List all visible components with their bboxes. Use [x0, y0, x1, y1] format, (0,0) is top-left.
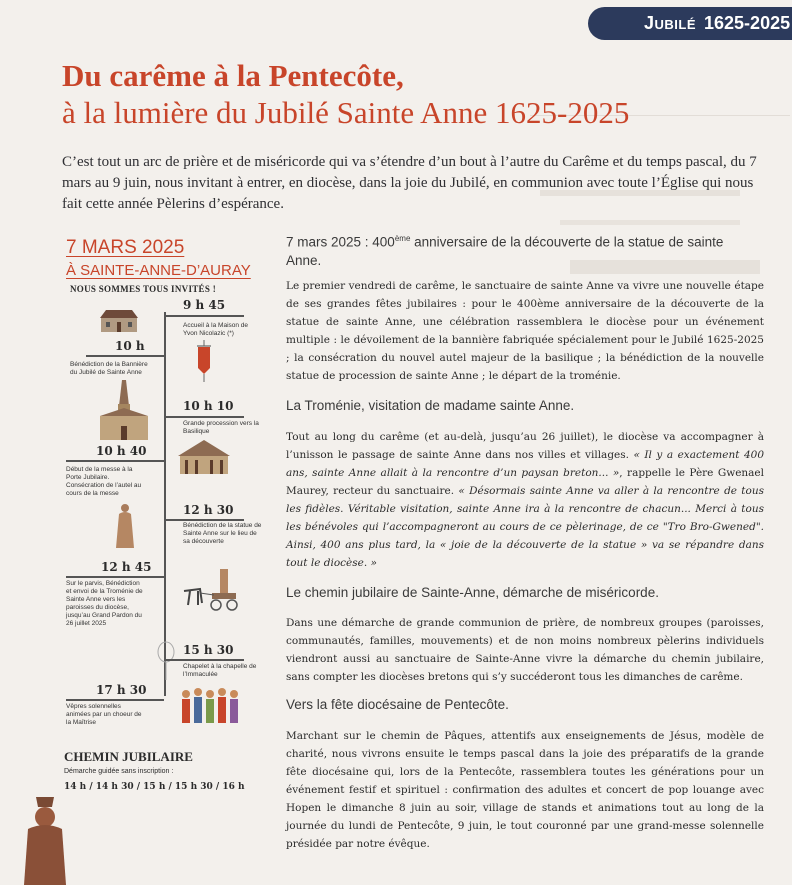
timeline-date: 7 MARS 2025: [66, 237, 185, 258]
chemin-subtitle: Démarche guidée sans inscription :: [64, 768, 174, 775]
house-icon: [98, 308, 140, 332]
page-title: Du carême à la Pentecôte,: [62, 58, 404, 93]
tick-1040: [66, 460, 164, 462]
section-3-heading: Le chemin jubilaire de Sainte-Anne, démarche de miséricorde.: [286, 585, 659, 600]
page-subtitle: à la lumière du Jubilé Sainte Anne 1625-2025: [62, 95, 630, 130]
tick-1730: [66, 699, 164, 701]
section-1-text: Le premier vendredi de carême, le sanctuaire de sainte Anne va vivre une nouvelle étape de ses grandes fêtes jubilaires : pour le 400ème anniversaire de la découverte de la statue de sainte Anne, une célébration rassemblera le diocèse pour un événement multiple : le dévoilement de la bannière fabriquée spécialement pour le Jubilé 1625-2025 ; la consécration du nouvel autel majeur de la basilique ; la bénédiction de la nouvelle statue de procession de sainte Anne ; le départ de la troménie.: [286, 280, 764, 382]
desc-1000: Bénédiction de la Bannière du Jubilé de Sainte Anne: [70, 361, 148, 376]
section-2-text-c: , rappelle le Père Gwenael Maurey, recteur du sanctuaire.: [286, 467, 764, 497]
tick-1245: [66, 576, 164, 578]
desc-1010: Grande procession vers la Basilique: [183, 420, 259, 435]
section-4-text: Marchant sur le chemin de Pâques, attentifs aux enseignements de Jésus, modèle de charité, nous vivrons ensuite le temps pascal dans la joie des préparatifs de la grande fête diocésaine qui, lors de la Pentecôte, rassemblera toutes les générations pour un événement festif et spirituel : confirmation des adultes et concert de pop louange avec Hopen le dimanche 8 juin au soir, village de stands et animations tout au long de la journée du lundi de Pentecôte, 9 juin, le tout couronné par une grand-messe solennelle présidée par notre évêque.: [286, 730, 764, 850]
statue-icon: [114, 502, 136, 548]
wooden-statue-icon: [22, 797, 68, 885]
time-1530: 15 h 30: [183, 643, 234, 657]
section-1-heading-pre: 7 mars 2025 : 400: [286, 234, 395, 250]
badge-word: Jubilé: [644, 13, 697, 33]
section-2-text: [286, 428, 764, 572]
section-2-heading: La Troménie, visitation de madame sainte Anne.: [286, 398, 575, 413]
time-1000: 10 h: [115, 339, 145, 353]
desc-1230: Bénédiction de la statue de Sainte Anne sur le lieu de sa découverte: [183, 522, 262, 545]
badge-years: 1625-2025: [704, 13, 791, 33]
time-1730: 17 h 30: [96, 683, 147, 697]
tick-1000: [86, 355, 164, 357]
desc-1040: Début de la messe à la Porte Jubilaire. Consécration de l’autel au cours de la messe: [66, 466, 142, 497]
section-1-heading-post: anniversaire de la découverte de la statue de sainte Anne.: [286, 234, 724, 268]
desc-1245: Sur le parvis, Bénédiction et envoi de la Troménie de Sainte Anne vers les paroisses du diocèse, jusqu’au Grand Pardon du 26 juillet 2025: [66, 580, 143, 627]
desc-1730: Vêpres solennelles animées par un choeur de la Maîtrise: [66, 703, 142, 726]
desc-0945: Accueil à la Maison de Yvon Nicolazic (*): [183, 322, 249, 337]
chemin-title: CHEMIN JUBILAIRE: [64, 749, 193, 764]
time-1230: 12 h 30: [183, 503, 234, 517]
banner-icon: [194, 340, 214, 382]
time-1010: 10 h 10: [183, 399, 234, 413]
section-2-quote-1: « Il y a exactement 400 ans, sainte Anne allait à la rencontre d’un paysan breton... »: [286, 449, 764, 479]
section-2-quote-2: « Désormais sainte Anne va aller à la rencontre de tous les fidèles. Véritable visitation, sainte Anne ira à la rencontre de chacun... Merci à tous les bénévoles qui l’accompagneront au cours de ce pèlerinage, de ce "Tro Bro-Gwened". Ainsi, 400 ans plus tard, la « joie de la découverte de la statue » va se répandre dans tout le diocèse. »: [286, 485, 764, 569]
tick-1230: [164, 519, 244, 521]
jubilee-badge: [588, 7, 792, 40]
time-0945: 9 h 45: [183, 298, 226, 312]
timeline-place: À SAINTE-ANNE-D’AURAY: [66, 262, 251, 279]
time-1040: 10 h 40: [96, 444, 147, 458]
section-3-text: Dans une démarche de grande communion de prière, de nombreux groupes (paroisses, communautés, familles, mouvements) et de non moins nombreux pèlerins individuels viendront aussi au sanctuaire de Sainte-Anne vivre la démarche du chemin jubilaire, sans compter les diocèses bretons qui s’y succéderont tous les dimanches de carême.: [286, 617, 764, 683]
time-1245: 12 h 45: [101, 560, 152, 574]
tick-0945: [164, 315, 244, 317]
chemin-times: 14 h / 14 h 30 / 15 h / 15 h 30 / 16 h: [64, 782, 245, 792]
basilica-icon: [96, 380, 152, 442]
section-4-heading: Vers la fête diocésaine de Pentecôte.: [286, 697, 509, 712]
tick-1530: [164, 659, 244, 661]
desc-1530: Chapelet à la chapelle de l’Immaculée: [183, 663, 257, 678]
porch-icon: [176, 440, 232, 474]
section-2-text-a: Tout au long du carême (et au-delà, jusqu’au 26 juillet), le diocèse va accompagner à l’unisson le passage de sainte Anne dans nos villes et villages.: [286, 431, 764, 461]
section-1-heading: [286, 230, 756, 270]
cart-icon: [180, 563, 240, 613]
intro-paragraph: C’est tout un arc de prière et de miséricorde qui va s’étendre d’un bout à l’autre du Carême et du temps pascal, du 7 mars au 9 juin, nous invitant à entrer, en diocèse, dans la joie du Jubilé, en communion avec toute l’Église qui nous fait cette année Pèlerins d’espérance.: [62, 154, 757, 212]
timeline-axis: [164, 312, 166, 696]
tick-1010: [164, 416, 244, 418]
timeline-invite: NOUS SOMMES TOUS INVITÉS !: [70, 284, 217, 294]
section-1-heading-sup: ème: [394, 234, 411, 243]
choir-icon: [180, 686, 240, 726]
